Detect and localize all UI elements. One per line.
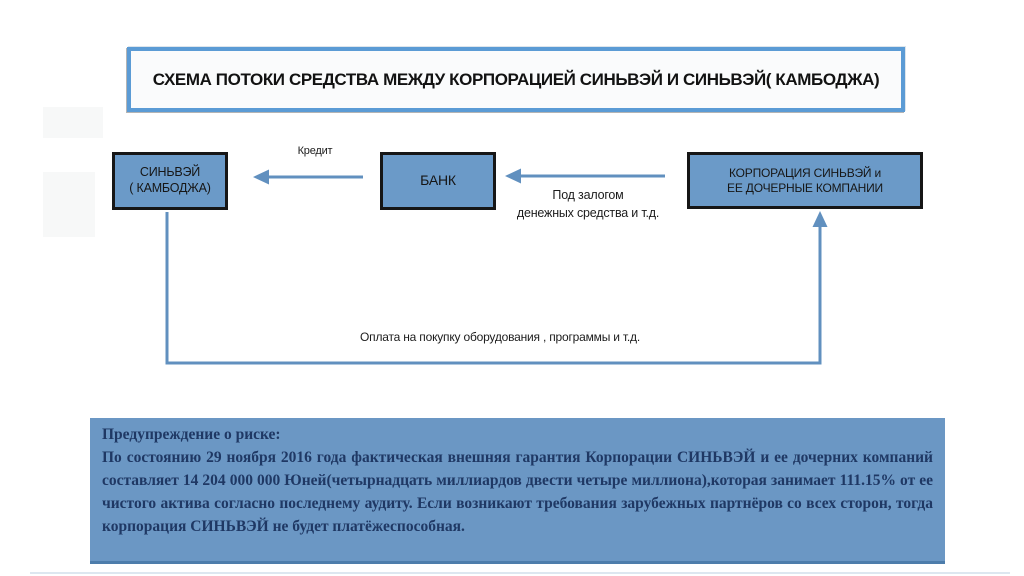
decor-rect-bottom	[43, 172, 95, 237]
node-bank-label: БАНК	[420, 172, 456, 189]
node-corporation-line1: КОРПОРАЦИЯ СИНЬВЭЙ и	[729, 165, 881, 180]
edge-label-pledge	[478, 186, 698, 222]
node-corporation-sinvey	[687, 152, 923, 209]
node-sinvey-cambodia-line1: СИНЬВЭЙ	[139, 165, 201, 180]
node-sinvey-cambodia-line2: ( КАМБОДЖА)	[129, 181, 211, 195]
diagram-title: СХЕМА ПОТОКИ СРЕДСТВА МЕЖДУ КОРПОРАЦИЕЙ СИНЬВЭЙ И СИНЬВЭЙ( КАМБОДЖА)	[152, 69, 880, 89]
decor-bottom-line	[30, 572, 1010, 574]
arrow-pledge	[505, 169, 665, 184]
risk-warning-title: Предупреждение о риске:	[102, 426, 281, 443]
edge-label-pledge-line1: Под залогом	[552, 188, 624, 202]
edge-label-credit: Кредит	[297, 145, 333, 157]
arrow-credit	[253, 170, 363, 185]
edge-label-payment: Оплата на покупку оборудования , программы и т.д.	[360, 330, 640, 344]
risk-warning-body: По состоянию 29 ноября 2016 года фактическая внешняя гарантия Корпорации СИНЬВЭЙ и ее дочерних компаний составляет 14 204 000 000 Юней(четырнадцать миллиардов двести четыре миллиона),которая занимает 111.15% от ее чистого актива согласно последнему аудиту. Если возникают требования зарубежных партнёров со всех сторон, тогда корпорация СИНЬВЭЙ не будет платёжеспособная.	[102, 449, 933, 535]
diagram-title-box	[127, 47, 905, 112]
node-sinvey-cambodia	[112, 152, 228, 210]
edge-label-pledge-line2: денежных средства и т.д.	[516, 206, 660, 221]
decor-rect-top	[43, 107, 103, 138]
risk-warning-box	[90, 418, 945, 564]
node-corporation-line2: ЕЕ ДОЧЕРНЫЕ КОМПАНИИ	[727, 180, 883, 195]
